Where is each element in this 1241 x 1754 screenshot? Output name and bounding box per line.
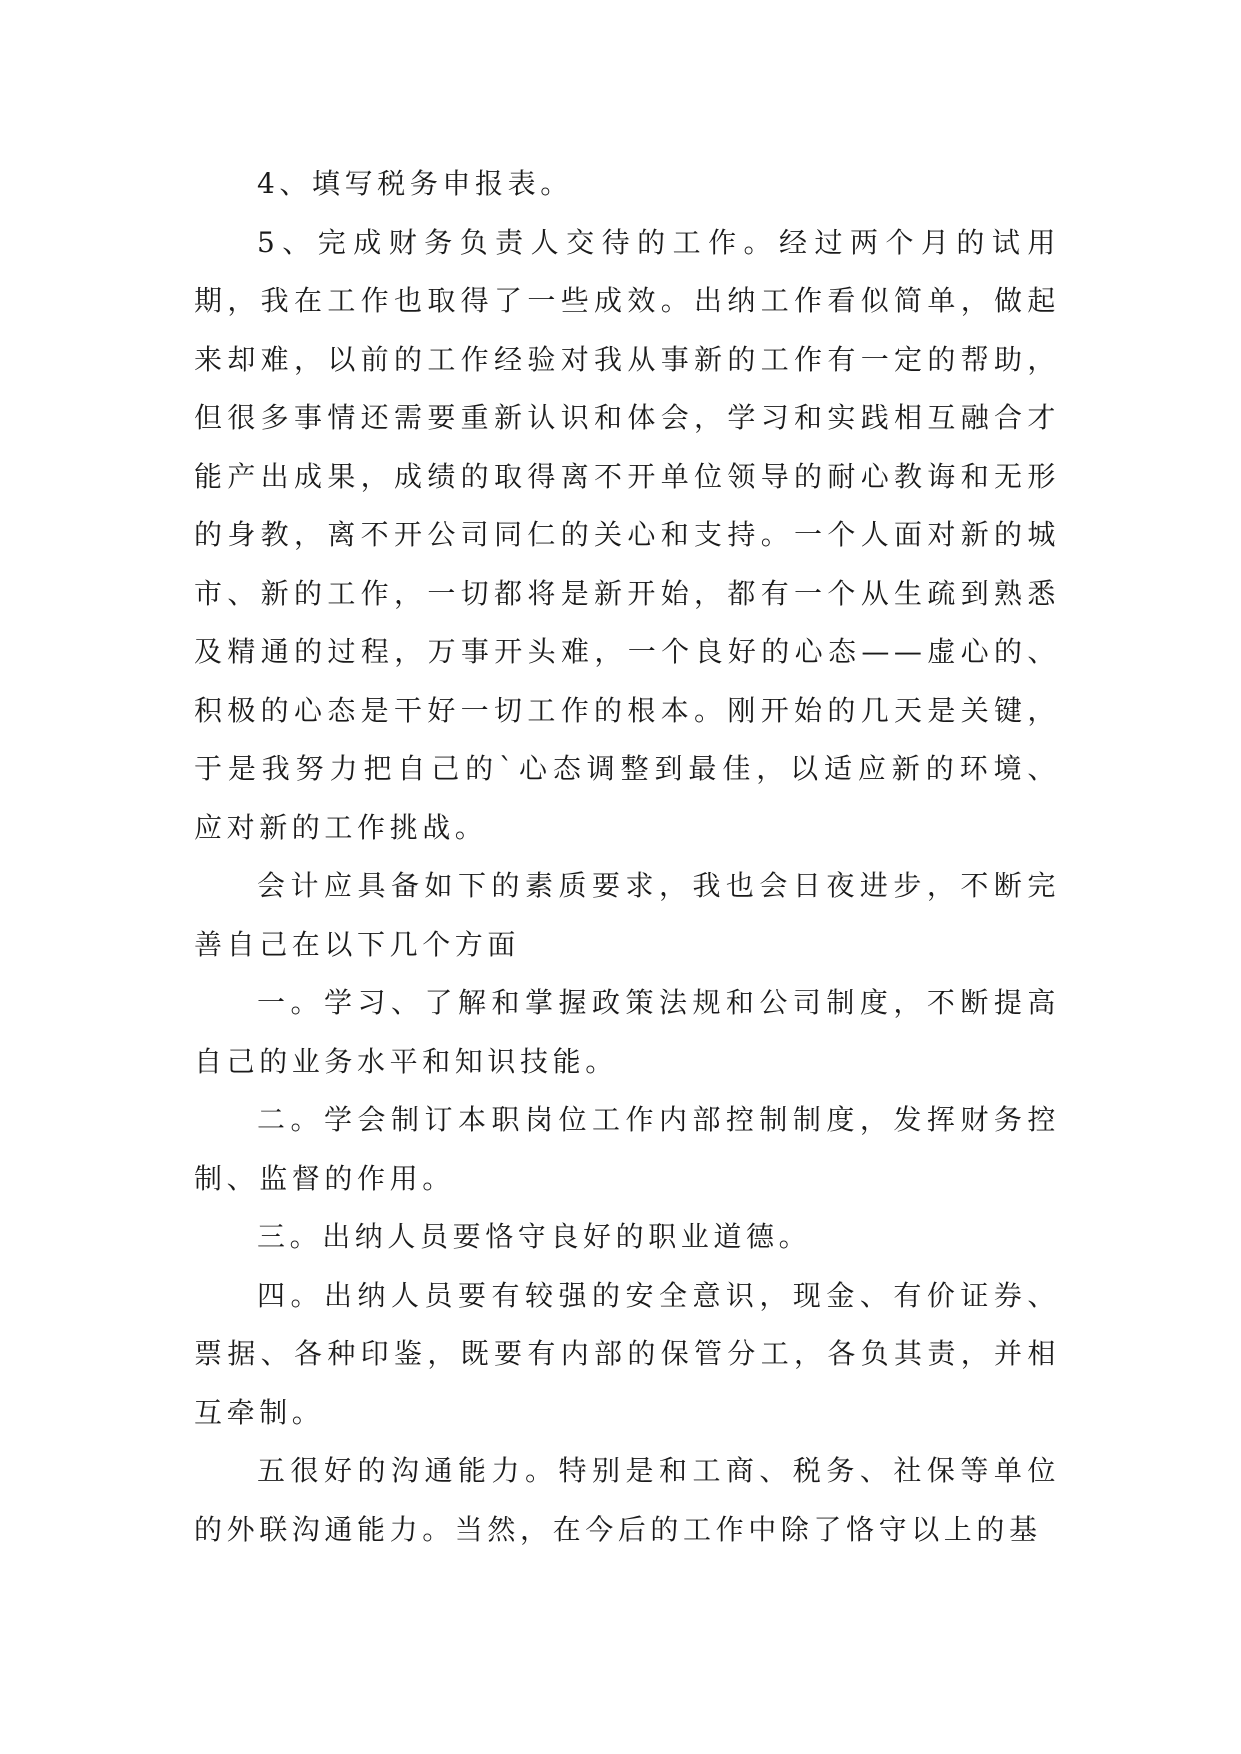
paragraph-point-three: 三。出纳人员要恪守良好的职业道德。	[257, 1220, 812, 1253]
paragraph-item-5-trial-period: 5、完成财务负责人交待的工作。经过两个月的试用期，我在工作也取得了一些成效。出纳工作看似简单，做起来却难，以前的工作经验对我从事新的工作有一定的帮助，但很多事情还需要重新认识和体会，学习和实践相互融合才能产出成果，成绩的取得离不开单位领导的耐心教诲和无形的身教，离不开公司同仁的关心和支持。一个人面对新的城市、新的工作，一切都将是新开始，都有一个从生疏到熟悉及精通的过程，万事开头难，一个良好的心态——虚心的、积极的心态是干好一切工作的根本。刚开始的几天是关键，于是我努力把自己的`心态调整到最佳，以适应新的环境、应对新的工作挑战。	[194, 225, 1060, 844]
paragraph-quality-requirements: 会计应具备如下的素质要求，我也会日夜进步，不断完善自己在以下几个方面	[194, 869, 1060, 961]
document-body	[194, 155, 1060, 1559]
paragraph-point-two: 二。学会制订本职岗位工作内部控制制度，发挥财务控制、监督的作用。	[194, 1103, 1060, 1195]
paragraph-point-four: 四。出纳人员要有较强的安全意识，现金、有价证券、票据、各种印鉴，既要有内部的保管分工，各负其责，并相互牵制。	[194, 1278, 1060, 1429]
paragraph-item-4: 4、填写税务申报表。	[257, 167, 573, 200]
paragraph-point-one: 一。学习、了解和掌握政策法规和公司制度，不断提高自己的业务水平和知识技能。	[194, 986, 1060, 1078]
paragraph-point-five: 五很好的沟通能力。特别是和工商、税务、社保等单位的外联沟通能力。当然，在今后的工作中除了恪守以上的基	[194, 1454, 1060, 1546]
